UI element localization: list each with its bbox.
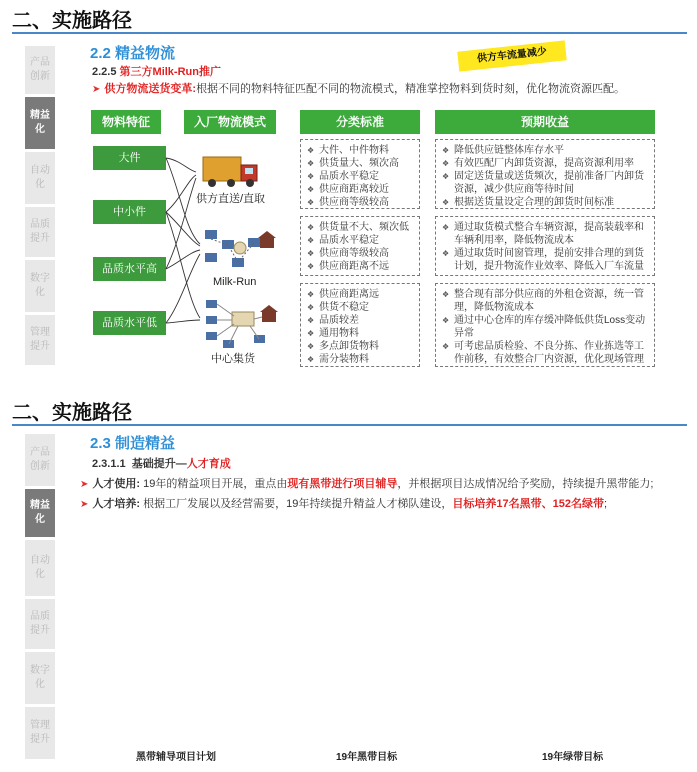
bullet-highlight: 目标培养17名黑带、152名绿带 [452, 498, 604, 510]
bullet-logistics-reform [92, 80, 625, 96]
bullet-text: ; [603, 498, 608, 510]
sidebar-tab-innovation-1[interactable]: 产品 创新 [25, 46, 55, 94]
arrow-bullet-icon: ➤ [80, 479, 89, 490]
criteria-item: ❖ 供应商等级较高 [307, 196, 413, 209]
sidebar-tab-automation-1[interactable]: 自动 化 [25, 152, 55, 204]
sidebar-tab-innovation-2[interactable]: 产品 创新 [25, 434, 55, 486]
section2-subtitle: 2.3 制造精益 [90, 435, 176, 452]
sidebar-tab-management-1[interactable]: 管理 提升 [25, 315, 55, 365]
bullet-text: ，并根据项目达成情况给予奖励，持续提升黑带能力; [397, 478, 654, 490]
bullet-label: 人才使用: [92, 478, 141, 490]
criteria-box-center [300, 283, 420, 367]
bullet-label: 人才培养: [92, 498, 141, 510]
milk-run-icon [205, 230, 276, 267]
footer-label-greenbelt-target: 19年绿带目标 [542, 752, 604, 763]
section1-subtitle: 2.2 精益物流 [90, 45, 176, 62]
criteria-item: ❖ 多点卸货物料 [307, 340, 413, 353]
criteria-item: ❖ 品质水平稳定 [307, 234, 413, 247]
bullet-text: 根据工厂发展以及经营需要，19年持续提升精益人才梯队建设， [143, 498, 453, 510]
criteria-box-direct [300, 139, 420, 209]
arrow-bullet-icon: ➤ [92, 84, 101, 95]
benefits-box-direct [435, 139, 655, 209]
truck-icon [203, 157, 257, 187]
sidebar-tab-digital-1[interactable]: 数字 化 [25, 260, 55, 312]
criteria-item: ❖ 供应商等级较高 [307, 247, 413, 260]
header-logistics-mode: 入厂物流模式 [184, 110, 276, 134]
criteria-item: ❖ 品质水平稳定 [307, 170, 413, 183]
material-large: 大件 [93, 146, 166, 170]
sidebar-tab-lean-1[interactable]: 精益 化 [25, 97, 55, 149]
benefit-item: ❖ 固定送货量或送货频次，提前准备厂内卸货资源，减少供应商等待时间 [442, 170, 648, 196]
sub-number: 2.2.5 [92, 66, 117, 78]
header-material-feature: 物料特征 [91, 110, 161, 134]
benefit-item: ❖ 通过取货时间窗管理，提前安排合理的到货计划，提升物流作业效率、降低入厂车流量 [442, 247, 648, 273]
benefit-item: ❖ 根据送货量设定合理的卸货时间标准 [442, 196, 648, 209]
bullet-talent-training [80, 495, 607, 511]
section1-divider [12, 32, 687, 34]
benefit-item: ❖ 有效匹配厂内卸货资源，提高资源利用率 [442, 157, 648, 170]
sidebar-tab-digital-2[interactable]: 数字 化 [25, 652, 55, 704]
sidebar-tab-quality-1[interactable]: 品质 提升 [25, 207, 55, 257]
criteria-item: ❖ 品质较差 [307, 314, 413, 327]
header-benefits: 预期收益 [435, 110, 655, 134]
bullet-label: 供方物流送货变革: [104, 83, 197, 95]
mode-direct-label: 供方直送/直取 [196, 193, 266, 205]
benefit-item: ❖ 通过中心仓库的库存缓冲降低供货Loss变动异常 [442, 314, 648, 340]
criteria-item: ❖ 供货不稳定 [307, 301, 413, 314]
mode-center-label: 中心集货 [211, 353, 255, 365]
criteria-item: ❖ 需分装物料 [307, 353, 413, 366]
sub-heading-red: 人才育成 [186, 458, 231, 470]
sub-number: 2.3.1.1 [92, 458, 126, 470]
criteria-item: ❖ 通用物料 [307, 327, 413, 340]
benefit-item: ❖ 通过取货模式整合车辆资源，提高装载率和车辆利用率，降低物流成本 [442, 221, 648, 247]
criteria-item: ❖ 供货量不大、频次低 [307, 221, 413, 234]
section1-subheading [92, 63, 221, 79]
criteria-box-milkrun [300, 216, 420, 276]
sidebar-tab-lean-2[interactable]: 精益 化 [25, 489, 55, 537]
criteria-item: ❖ 供应商距离远 [307, 288, 413, 301]
sidebar-tab-management-2[interactable]: 管理 提升 [25, 707, 55, 759]
sub-heading-text: 第三方Milk-Run推广 [119, 66, 221, 78]
sidebar-tab-quality-2[interactable]: 品质 提升 [25, 599, 55, 649]
benefit-item: ❖ 整合现有部分供应商的外租仓资源，统一管理，降低物流成本 [442, 288, 648, 314]
sidebar-tab-automation-2[interactable]: 自动 化 [25, 540, 55, 596]
benefits-box-milkrun [435, 216, 655, 276]
benefits-box-center [435, 283, 655, 367]
sticky-note: 供方车流量减少 [457, 40, 566, 71]
section2-subheading [92, 455, 231, 471]
benefit-item: ❖ 降低供应链整体库存水平 [442, 144, 648, 157]
bullet-text: 19年的精益项目开展，重点由 [143, 478, 288, 490]
footer-label-blackbelt-target: 19年黑带目标 [336, 752, 398, 763]
sub-heading-plain: 基础提升— [131, 458, 187, 470]
arrow-bullet-icon: ➤ [80, 499, 89, 510]
header-criteria: 分类标准 [300, 110, 420, 134]
center-consolidation-icon [206, 300, 278, 348]
section1-title: 二、实施路径 [12, 10, 132, 32]
section2-title: 二、实施路径 [12, 402, 132, 424]
bullet-talent-use [80, 475, 653, 491]
criteria-item: ❖ 供货量大、频次高 [307, 157, 413, 170]
material-medium-small: 中小件 [93, 200, 166, 224]
connector-lines [166, 158, 200, 323]
bullet-highlight: 现有黑带进行项目辅导 [287, 478, 398, 490]
mode-milkrun-label: Milk-Run [213, 276, 257, 288]
criteria-item: ❖ 供应商距离较近 [307, 183, 413, 196]
benefit-item: ❖ 可考虑品质检验、不良分拣、作业拣选等工作前移，有效整合厂内资源，优化现场管理 [442, 340, 648, 366]
criteria-item: ❖ 大件、中件物料 [307, 144, 413, 157]
material-low-quality: 品质水平低 [93, 311, 166, 335]
bullet-text: 根据不同的物料特征匹配不同的物流模式，精准掌控物料到货时刻，优化物流资源匹配。 [196, 83, 626, 95]
material-high-quality: 品质水平高 [93, 257, 166, 281]
footer-label-blackbelt-plan: 黑带辅导项目计划 [136, 752, 216, 763]
section2-divider [12, 424, 687, 426]
criteria-item: ❖ 供应商距离不远 [307, 260, 413, 273]
